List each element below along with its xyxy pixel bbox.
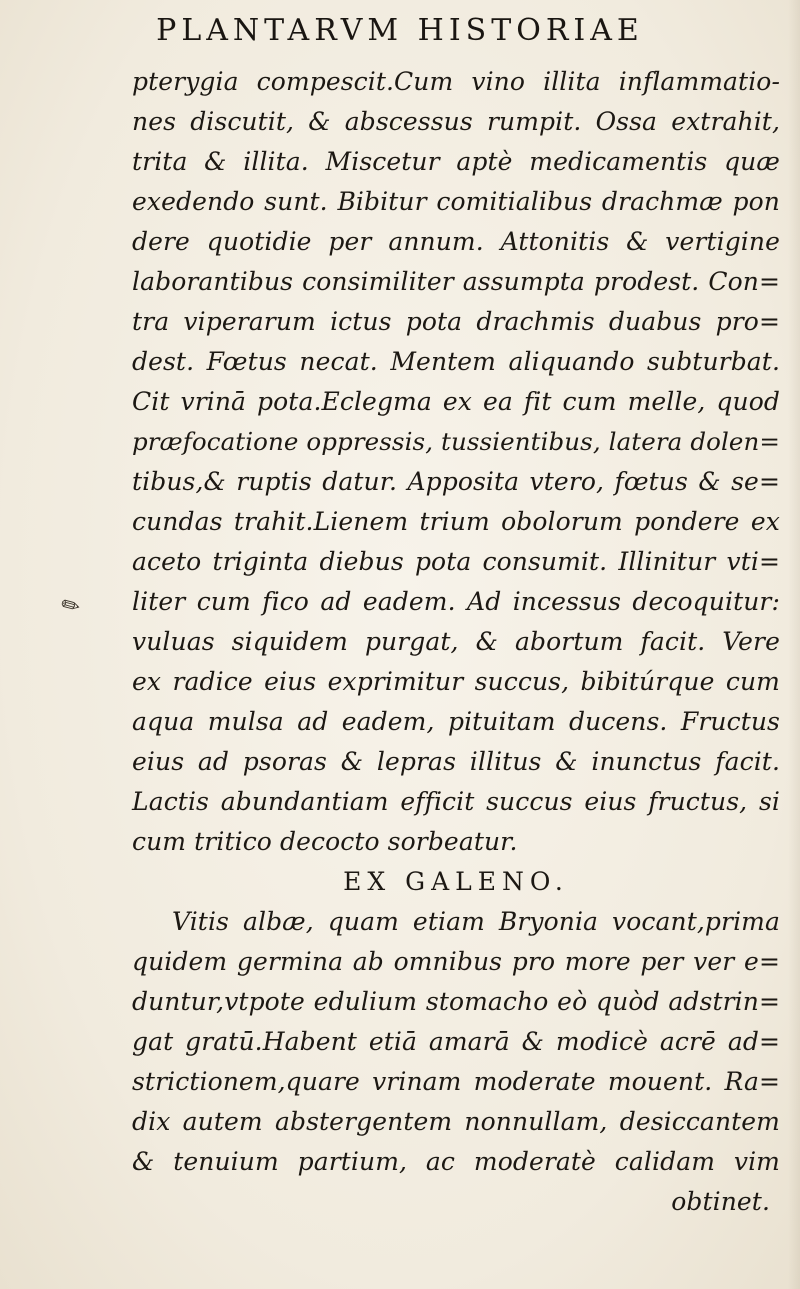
text-line: duntur,vtpote edulium stomacho eò quòd adstrin= <box>132 987 780 1016</box>
page-edge-shadow <box>788 0 800 1289</box>
text-line: cum tritico decocto sorbeatur. <box>132 827 518 856</box>
text-line: dix autem abstergentem nonnullam, desiccantem <box>132 1107 780 1136</box>
body-text <box>132 62 780 1222</box>
text-line: strictionem,quare vrinam moderate mouent. Ra= <box>132 1067 780 1096</box>
text-line: pterygia compescit.Cum vino illita inflammatio- <box>132 67 780 96</box>
margin-pointer-icon: ✎ <box>56 591 86 622</box>
text-line: dere quotidie per annum. Attonitis & vertigine <box>132 227 780 256</box>
text-line: ex radice eius exprimitur succus, bibitúrque cum <box>132 667 780 696</box>
text-line: nes discutit, & abscessus rumpit. Ossa extrahit, <box>132 107 780 136</box>
text-line: tibus,& ruptis datur. Apposita vtero, fœtus & se= <box>132 467 780 496</box>
text-line: trita & illita. Miscetur aptè medicamentis quæ <box>132 147 780 176</box>
text-line: eius ad psoras & lepras illitus & inunctus facit. <box>132 747 780 776</box>
text-line: dest. Fœtus necat. Mentem aliquando subturbat. <box>132 347 780 376</box>
text-line: aceto triginta diebus pota consumit. Illinitur vti= <box>132 547 780 576</box>
text-line: Lactis abundantiam efficit succus eius fructus, si <box>132 787 780 816</box>
text-line: quidem germina ab omnibus pro more per ver e= <box>132 947 780 976</box>
text-line: liter cum fico ad eadem. Ad incessus decoquitur: <box>132 587 780 616</box>
text-line: exedendo sunt. Bibitur comitialibus drachmæ pon <box>132 187 780 216</box>
section-heading: EX GALENO. <box>343 867 569 896</box>
text-line: tra viperarum ictus pota drachmis duabus pro= <box>132 307 780 336</box>
text-line: obtinet. <box>671 1187 770 1216</box>
text-line: vuluas siquidem purgat, & abortum facit. Vere <box>132 627 780 656</box>
text-line: & tenuium partium, ac moderatè calidam vim <box>132 1147 780 1176</box>
text-line: cundas trahit.Lienem trium obolorum pondere ex <box>132 507 780 536</box>
text-line: gat gratū.Habent etiā amarā & modicè acrē ad= <box>132 1027 780 1056</box>
text-line: aqua mulsa ad eadem, pituitam ducens. Fructus <box>132 707 780 736</box>
text-line: Cit vrinā pota.Eclegma ex ea fit cum melle, quod <box>132 387 780 416</box>
text-line: præfocatione oppressis, tussientibus, latera dolen= <box>132 427 780 456</box>
text-line: laborantibus consimiliter assumpta prodest. Con= <box>132 267 780 296</box>
text-line: Vitis albæ, quam etiam Bryonia vocant,prima <box>172 907 780 936</box>
running-head: PLANTARVM HISTORIAE <box>156 13 644 48</box>
